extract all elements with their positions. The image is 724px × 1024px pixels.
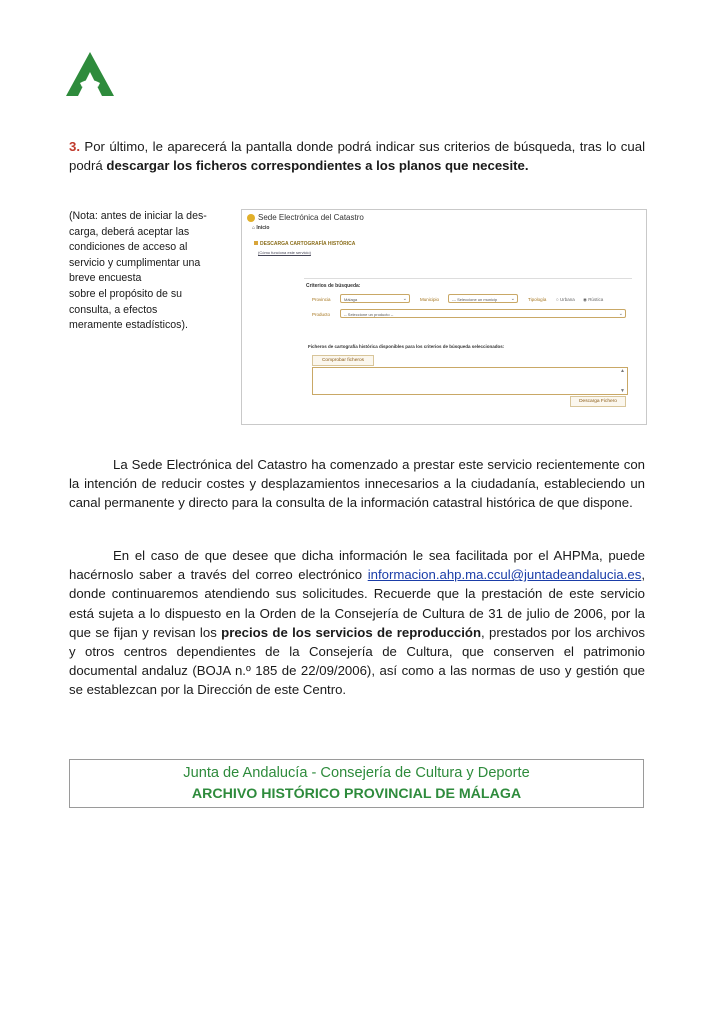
producto-select[interactable]: -- Seleccione un producto -- ⌄ [340,309,626,318]
home-icon: ⌂ [252,225,256,231]
catastro-title: Sede Electrónica del Catastro [258,213,364,222]
provincia-label: Provincia [312,297,331,302]
note-line: consulta, a efectos [69,303,158,316]
radio-rustica[interactable]: ◉ Rústica [583,297,604,302]
step-text: Por último, le aparecerá la pantalla donde podrá indicar sus criterios de búsqueda, tras lo cual podrá [69,139,645,173]
how-it-works-link[interactable]: (Cómo funciona este servicio) [258,250,311,255]
scroll-up-icon: ▲ [620,368,625,374]
footer-line-2: ARCHIVO HISTÓRICO PROVINCIAL DE MÁLAGA [191,786,522,802]
note-line: sobre el propósito de su [69,287,183,300]
producto-label: Producto [312,312,331,317]
criteria-title: Criterios de búsqueda: [306,283,361,289]
note-line: condiciones de acceso al [69,241,188,254]
paragraph-2: En el caso de que desee que dicha información le sea facilitada por el AHPMa, puede hacérnoslo saber a través del correo electrónico informacion.ahp.ma.ccul@juntadeandalucia.es, donde continuaremos atendiendo sus solicitudes. Recuerde que la prestación de este servicio está sujeta a lo dispuesto en la Orden de la Consejería de Cultura de 31 de julio de 2006, por la que se fijan y revisan los precios de los servicios de reproducción, prestados por los archivos y otros centros dependientes de la Consejería de Cultura, que conserven el patrimonio documental andaluz (BOJA n.º 185 de 22/09/2006), así como a las normas de uso y gestión que se establezcan por la Dirección de este Centro. [69,548,646,698]
search-criteria-panel [304,278,632,324]
provincia-select[interactable]: Málaga ⌄ [340,294,410,303]
step-number: 3. [69,139,80,154]
junta-de-andalucia-logo [66,52,114,96]
catastro-header [247,213,364,222]
home-link[interactable]: ⌂ Inicio [252,225,270,231]
files-list[interactable] [312,367,628,395]
note-line: meramente estadísticos). [69,319,188,332]
note-text [69,209,221,334]
chevron-down-icon: ⌄ [510,296,515,302]
step-3-paragraph [69,137,645,175]
tipologia-label: Tipología [528,297,547,302]
note-line: (Nota: antes de iniciar la des- [69,210,207,222]
catastro-logo-icon [247,214,255,222]
download-file-button[interactable]: Descarga Fichero [570,396,626,407]
chevron-down-icon: ⌄ [618,311,623,317]
note-line: carga, deberá aceptar las [69,225,190,238]
step-bold-text: descargar los ficheros correspondientes a los planos que necesite. [106,158,529,173]
note-line: breve encuesta [69,272,142,285]
municipio-label: Municipio [420,297,440,302]
footer-line-1: Junta de Andalucía - Consejería de Cultura y Deporte [183,765,530,781]
section-heading: DESCARGA CARTOGRAFÍA HISTÓRICA [254,241,355,247]
chevron-down-icon: ⌄ [402,296,407,302]
scroll-down-icon: ▼ [620,388,625,394]
municipio-select[interactable]: --- Seleccione un municip ⌄ [448,294,518,303]
prices-bold: precios de los servicios de reproducción [221,624,482,640]
note-line: servicio y cumplimentar una [69,256,201,269]
footer-box [69,759,644,808]
files-title: Ficheros de cartografía histórica disponibles para los criterios de búsqueda seleccionados: [308,344,505,349]
paragraph-1: La Sede Electrónica del Catastro ha comenzado a prestar este servicio recientemente con la intención de reducir costes y desplazamientos innecesarios a la ciudadanía, estableciendo un canal permanente y directo para la consulta de la información catastral histórica de que dispone. [69,457,645,511]
radio-urbana[interactable]: ○ Urbana [556,297,575,302]
email-link[interactable]: informacion.ahp.ma.ccul@juntadeandalucia.es [367,567,642,583]
catastro-screenshot [241,209,647,425]
check-files-button[interactable]: Comprobar ficheros [312,355,374,366]
